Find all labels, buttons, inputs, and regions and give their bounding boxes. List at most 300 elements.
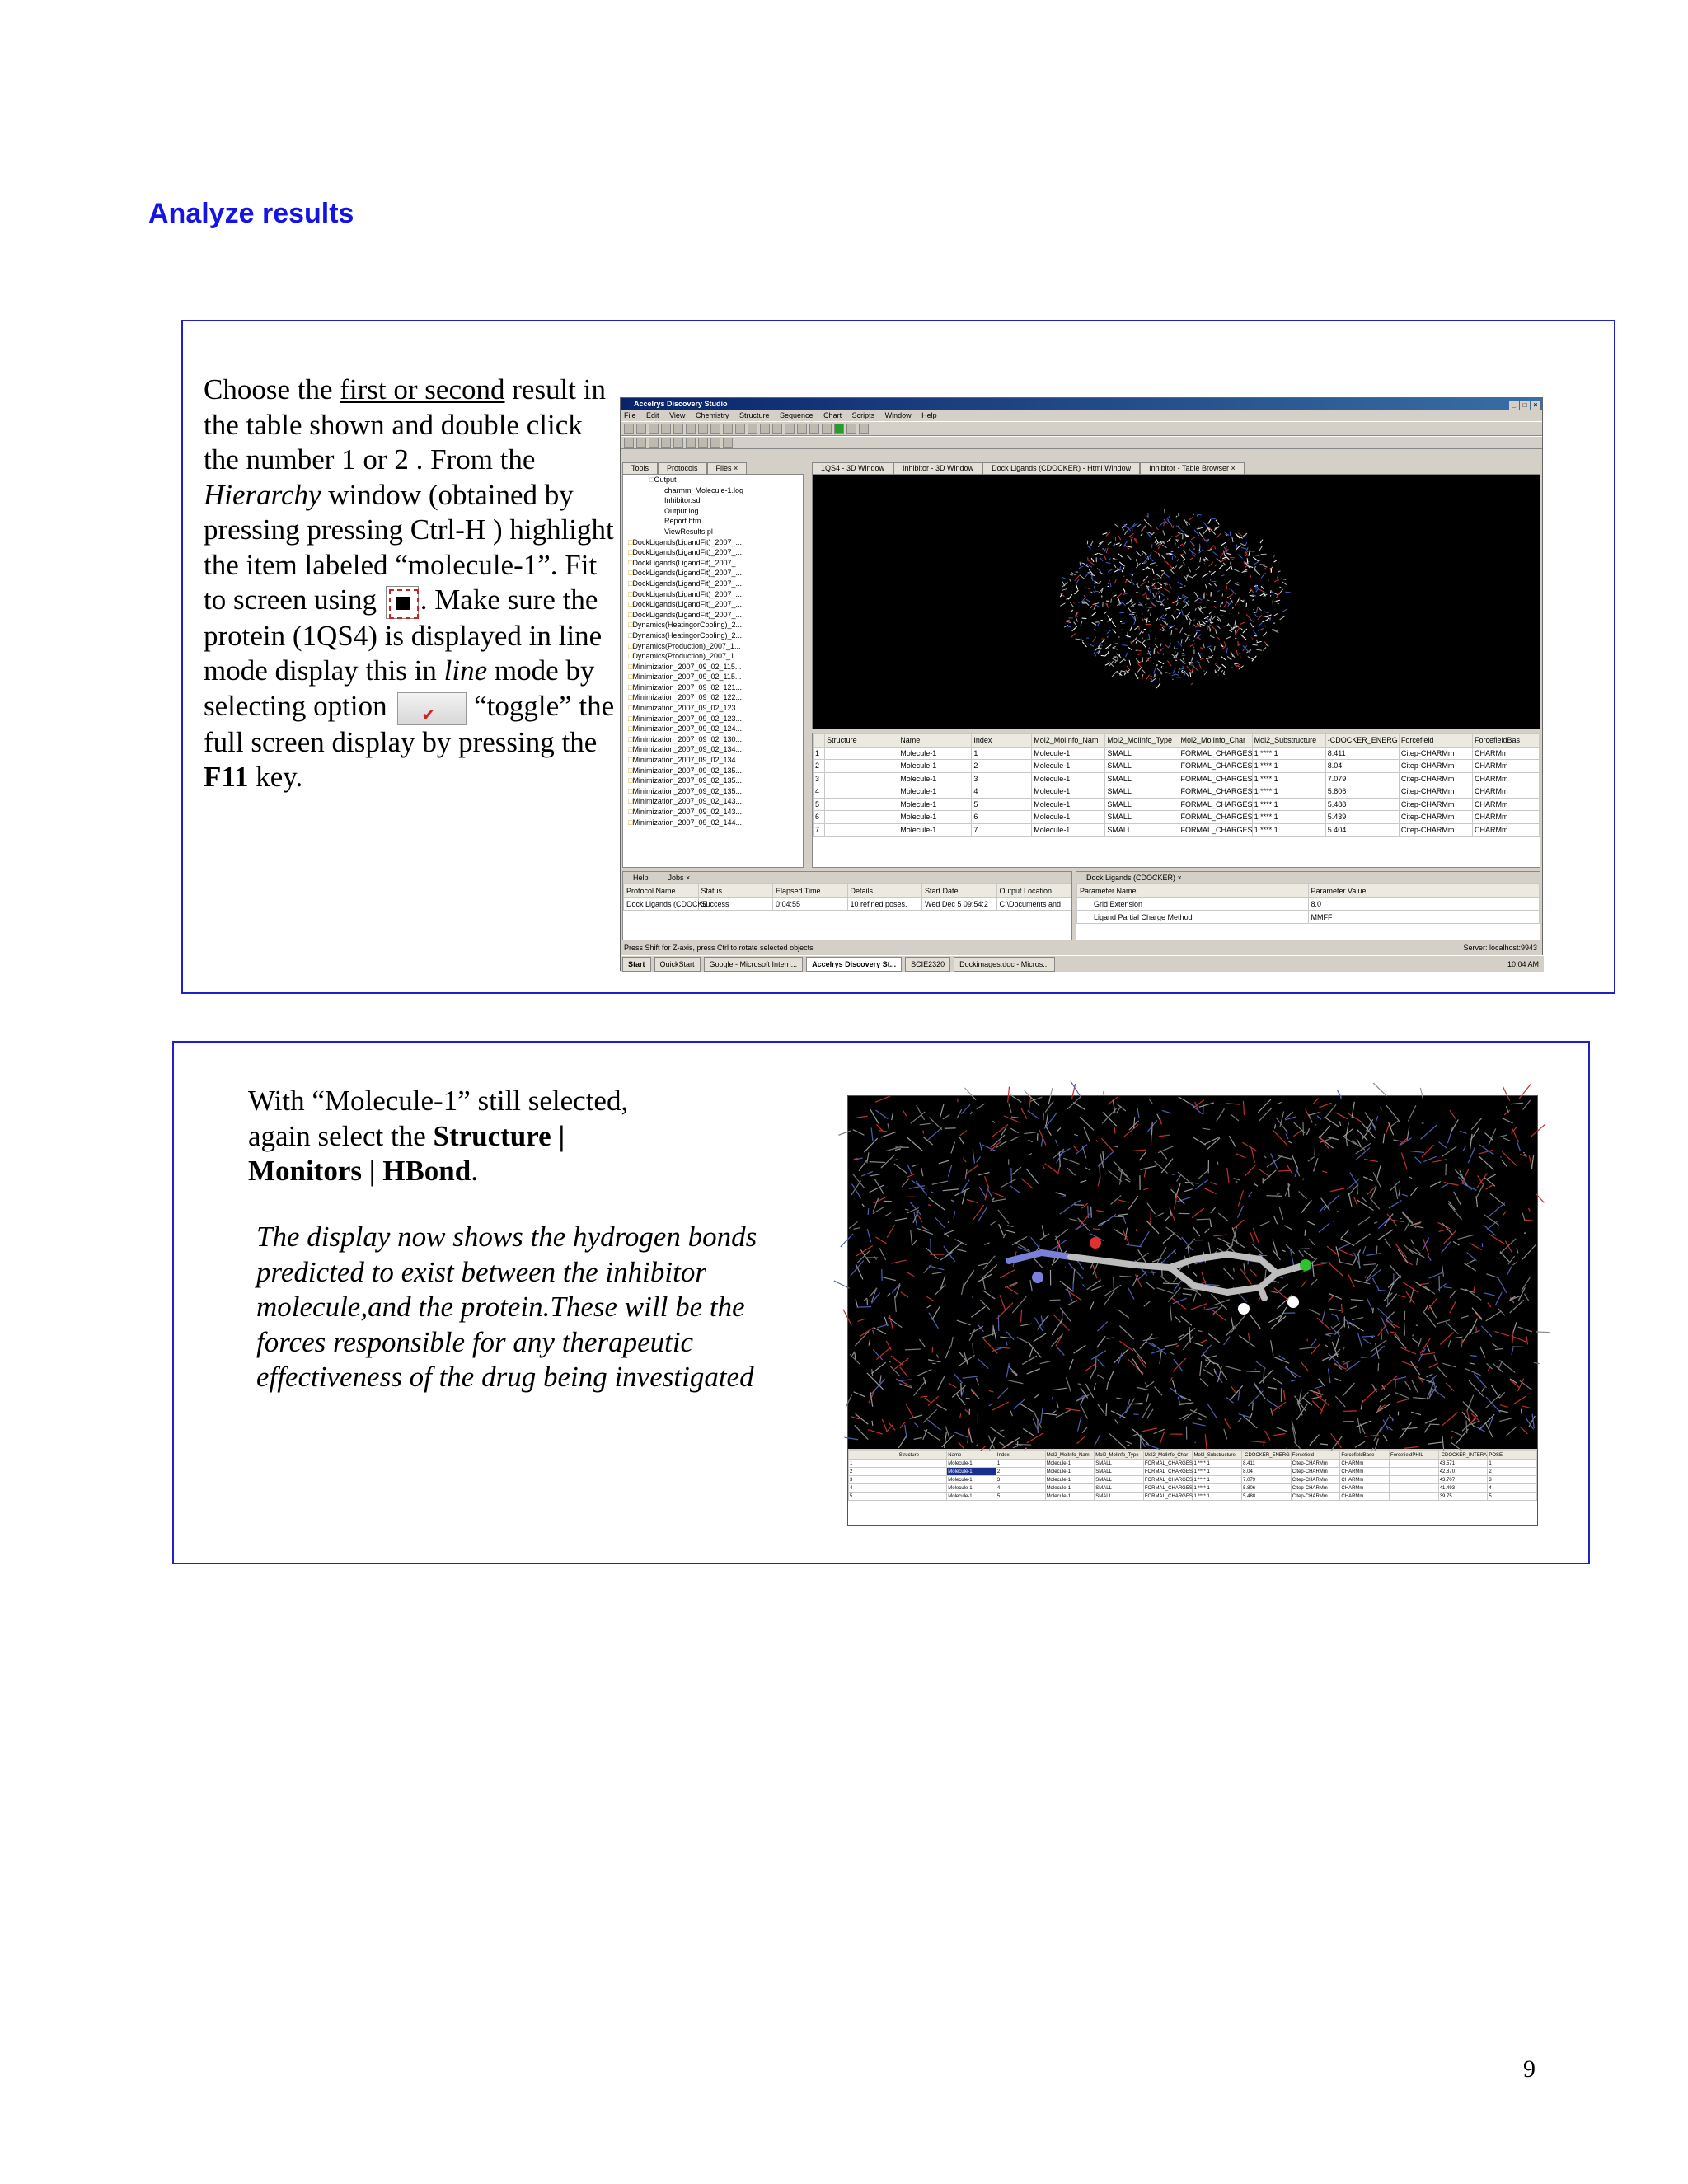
ball-icon[interactable] (698, 438, 708, 448)
table-cell: 5 (972, 798, 1032, 811)
tree-item[interactable]: □ Minimization_2007_09_02_135... (628, 776, 803, 786)
results-table[interactable] (812, 733, 1540, 868)
table-cell: Grid Extension (1077, 898, 1309, 911)
table-cell: 1 **** 1 (1252, 747, 1325, 760)
table-cell (825, 747, 898, 760)
print-icon[interactable] (661, 424, 671, 434)
tree-item[interactable]: □ Minimization_2007_09_02_124... (628, 724, 803, 734)
table-cell: Molecule-1 (1045, 1484, 1095, 1493)
table-cell (898, 1460, 947, 1468)
column-header[interactable]: Output Location (996, 884, 1071, 898)
table-cell: CHARMm (1472, 823, 1539, 837)
tree-item[interactable]: □ DockLigands(LigandFit)_2007_... (628, 568, 803, 579)
table-row[interactable] (814, 772, 1540, 785)
menu-item[interactable]: Scripts (851, 411, 875, 419)
table-cell: FORMAL_CHARGES (1144, 1493, 1193, 1499)
document-tabs (812, 462, 1245, 474)
table-cell: 5 (849, 1493, 898, 1501)
table-cell: 2 (1488, 1468, 1537, 1476)
maximize-icon[interactable]: □ (1520, 401, 1530, 410)
table-cell: 1 **** 1 (1252, 785, 1325, 799)
column-header[interactable]: Structure (898, 1451, 947, 1460)
column-header[interactable] (814, 734, 825, 748)
files-tree (622, 474, 804, 868)
table-cell: Molecule-1 (1045, 1468, 1095, 1476)
tree-item[interactable]: □ Minimization_2007_09_02_143... (628, 796, 803, 807)
param-row[interactable] (1077, 898, 1540, 911)
tab-protocols[interactable]: Protocols (658, 462, 707, 474)
table-cell: 3 (849, 1476, 898, 1484)
table-row[interactable] (814, 823, 1540, 837)
open-icon[interactable] (636, 424, 646, 434)
tree-item[interactable]: □ Minimization_2007_09_02_123... (628, 714, 803, 724)
table-cell (898, 1493, 947, 1501)
tree-item[interactable]: □ DockLigands(LigandFit)_2007_... (628, 610, 803, 621)
table-cell: FORMAL_CHARGES (1179, 785, 1252, 799)
column-header[interactable]: Structure (825, 734, 898, 748)
tab-files[interactable]: Files × (707, 462, 748, 474)
tree-item[interactable]: □ Minimization_2007_09_02_130... (628, 734, 803, 745)
table-cell: Citep-CHARMm (1399, 772, 1472, 785)
table-row[interactable] (849, 1460, 1537, 1468)
paste-icon[interactable] (723, 424, 733, 434)
table-cell: 39.75 (1438, 1493, 1488, 1501)
table-cell (1390, 1476, 1439, 1484)
table-icon[interactable] (859, 424, 869, 434)
table-cell: Citep-CHARMm (1399, 760, 1472, 773)
table-cell (1390, 1460, 1439, 1468)
column-header[interactable]: Forcefield (1291, 1451, 1340, 1460)
table-cell (825, 760, 898, 773)
table-cell: 8.411 (1325, 747, 1399, 760)
table-cell: Citep-CHARMm (1291, 1476, 1340, 1484)
table-cell: 2 (972, 760, 1032, 773)
column-header[interactable]: Forcefield (1399, 734, 1472, 748)
column-header[interactable]: Details (847, 884, 922, 898)
table-cell: Molecule-1 (1032, 798, 1105, 811)
table-row[interactable] (814, 760, 1540, 773)
column-header[interactable]: Name (947, 1451, 996, 1460)
table-cell: 5 (814, 798, 825, 811)
column-header[interactable]: Elapsed Time (773, 884, 848, 898)
table-cell: FORMAL_CHARGES (1179, 772, 1252, 785)
taskbar-button[interactable]: SCIE2320 (905, 957, 950, 972)
tab-inhibitor-3d[interactable]: Inhibitor - 3D Window (893, 462, 982, 474)
table-cell: Molecule-1 (1032, 823, 1105, 837)
tree-item[interactable]: □ Dynamics(Production)_2007_1... (628, 641, 803, 652)
column-header[interactable]: ForcefieldBas (1472, 734, 1539, 748)
table-cell: 0:04:55 (773, 898, 848, 911)
table-cell: Citep-CHARMm (1291, 1493, 1340, 1501)
left-panel-tabs (622, 462, 747, 474)
parameters-panel (1076, 871, 1540, 940)
stick-icon[interactable] (686, 438, 696, 448)
table-cell: 1 (996, 1460, 1045, 1468)
taskbar-button[interactable]: Accelrys Discovery St... (806, 957, 902, 972)
tree-item[interactable]: Inhibitor.sd (664, 496, 701, 505)
tab-tools[interactable]: Tools (622, 462, 658, 474)
table-cell: 8.411 (1242, 1460, 1292, 1468)
table-cell: 2 (996, 1468, 1045, 1476)
tree-item[interactable]: □ Minimization_2007_09_02_121... (628, 682, 803, 693)
tab-inhibitor-table[interactable]: Inhibitor - Table Browser × (1140, 462, 1245, 474)
table-cell: 5.488 (1242, 1493, 1292, 1501)
table-cell: FORMAL_CHARGES (1179, 823, 1252, 837)
step-box-2 (172, 1041, 1590, 1564)
tree-item[interactable]: □ DockLigands(LigandFit)_2007_... (628, 547, 803, 558)
tree-item[interactable]: □ DockLigands(LigandFit)_2007_... (628, 589, 803, 600)
table-cell: Molecule-1 (1032, 747, 1105, 760)
table-cell: SMALL (1095, 1468, 1144, 1476)
table-cell: 1 **** 1 (1193, 1460, 1242, 1468)
table-cell: Molecule-1 (898, 811, 972, 824)
table-cell: SMALL (1105, 747, 1179, 760)
toggle-option-icon (397, 692, 467, 725)
column-header[interactable]: Parameter Value (1308, 884, 1540, 898)
table-row[interactable] (849, 1493, 1537, 1501)
tree-item[interactable]: □ DockLigands(LigandFit)_2007_... (628, 537, 803, 548)
param-row[interactable] (1077, 911, 1540, 924)
table-cell: 7 (814, 823, 825, 837)
table-cell: 3 (972, 772, 1032, 785)
select-icon[interactable] (735, 424, 745, 434)
tree-item[interactable]: □ Output (628, 475, 803, 485)
taskbar-button[interactable]: Dockimages.doc - Micros... (954, 957, 1055, 972)
table-cell: 2 (814, 760, 825, 773)
minimize-icon[interactable]: _ (1509, 401, 1519, 410)
taskbar-button[interactable]: QuickStart (654, 957, 701, 972)
column-header[interactable]: Mol2_MolInfo_Type (1095, 1451, 1144, 1460)
menu-item[interactable]: Structure (738, 411, 770, 419)
tab-jobs[interactable]: Jobs × (668, 874, 691, 882)
table-cell: 41.493 (1438, 1484, 1488, 1493)
column-header[interactable]: Mol2_MolInfo_Char (1179, 734, 1252, 748)
table-cell (825, 772, 898, 785)
column-header[interactable]: Index (972, 734, 1032, 748)
column-header[interactable]: Mol2_MolInfo_Type (1105, 734, 1179, 748)
cpk-icon[interactable] (710, 438, 720, 448)
table-cell: 43.707 (1438, 1476, 1488, 1484)
menu-item[interactable]: Chemistry (695, 411, 729, 419)
fit-to-screen-icon (386, 586, 419, 619)
column-header[interactable]: Index (996, 1451, 1045, 1460)
zoom-icon[interactable] (772, 424, 782, 434)
tree-item[interactable]: □ Minimization_2007_09_02_115... (628, 662, 803, 673)
tab-dock-ligands[interactable]: Dock Ligands (CDOCKER) × (1086, 874, 1182, 882)
ribbon-icon[interactable] (723, 438, 733, 448)
hbond-render (848, 1096, 1537, 1449)
back-icon[interactable] (636, 438, 646, 448)
table-cell: SMALL (1105, 772, 1179, 785)
fit-icon[interactable] (785, 424, 795, 434)
column-header[interactable]: Start Date (922, 884, 997, 898)
table-cell: CHARMm (1472, 747, 1539, 760)
tab-help[interactable]: Help (633, 874, 649, 882)
table-row[interactable] (849, 1476, 1537, 1484)
column-header[interactable] (849, 1451, 898, 1460)
table-cell: SMALL (1095, 1484, 1144, 1493)
table-cell: 5.806 (1325, 785, 1399, 799)
table-cell: SMALL (1095, 1476, 1144, 1484)
table-cell: FORMAL_CHARGES (1144, 1485, 1193, 1491)
step2-explanation: The display now shows the hydrogen bonds predicted to exist between the inhibitor molecule,and the protein.These will be the forces responsible for any therapeutic effectiveness of the drug being investigated (256, 1221, 757, 1393)
table-cell: Molecule-1 (947, 1468, 996, 1476)
discovery-studio-screenshot (620, 397, 1543, 971)
step2-instructions: With “Molecule-1” still selected, again select the Structure | Monitors | HBond. (248, 1085, 629, 1187)
tree-item[interactable]: □ DockLigands(LigandFit)_2007_... (628, 558, 803, 569)
table-cell: FORMAL_CHARGES (1144, 1477, 1193, 1483)
table-cell: Citep-CHARMm (1399, 811, 1472, 824)
table-cell: CHARMm (1472, 798, 1539, 811)
table-cell: 1 **** 1 (1252, 798, 1325, 811)
system-clock: 10:04 AM (1507, 959, 1539, 968)
tree-item[interactable]: charmm_Molecule-1.log (664, 485, 744, 494)
table-cell: 1 (1488, 1460, 1537, 1468)
tree-item[interactable]: Report.htm (664, 517, 701, 526)
table-cell: 1 **** 1 (1252, 772, 1325, 785)
table-cell: CHARMm (1340, 1493, 1390, 1501)
angle-icon[interactable] (822, 424, 832, 434)
table-cell: Molecule-1 (947, 1476, 996, 1484)
table-cell: 7.079 (1325, 772, 1399, 785)
line-icon[interactable] (673, 438, 683, 448)
table-cell: 1 (849, 1460, 898, 1468)
start-button[interactable]: Start (622, 957, 651, 972)
table-cell: Success (698, 898, 773, 911)
step-box-1 (181, 320, 1615, 994)
column-header[interactable]: Mol2_MolInfo_Nam (1032, 734, 1105, 748)
table-cell (898, 1468, 947, 1476)
column-header[interactable]: Mol2_MolInfo_Nam (1045, 1451, 1095, 1460)
table-cell: Molecule-1 (898, 823, 972, 837)
tree-item[interactable]: □ Minimization_2007_09_02_134... (628, 755, 803, 766)
menu-item[interactable]: Window (884, 411, 912, 419)
table-cell: 8.0 (1308, 898, 1540, 911)
close-icon[interactable]: × (1531, 401, 1540, 410)
table-cell: FORMAL_CHARGES (1179, 811, 1252, 824)
table-cell: 1 **** 1 (1193, 1484, 1242, 1493)
table-row[interactable] (849, 1484, 1537, 1493)
table-cell: Molecule-1 (1032, 785, 1105, 799)
job-row[interactable] (624, 898, 1071, 911)
column-header[interactable]: Name (898, 734, 972, 748)
table-cell (825, 798, 898, 811)
table-cell: 5.439 (1325, 811, 1399, 824)
column-header[interactable]: Mol2_Substructure (1193, 1451, 1242, 1460)
table-cell: Molecule-1 (1045, 1493, 1095, 1501)
table-cell: Citep-CHARMm (1291, 1460, 1340, 1468)
table-cell (825, 811, 898, 824)
rotate-icon[interactable] (748, 424, 757, 434)
column-header[interactable]: POSE (1488, 1451, 1537, 1460)
table-cell: Molecule-1 (898, 772, 972, 785)
table-cell: Molecule-1 (898, 747, 972, 760)
table-cell: Molecule-1 (1045, 1460, 1095, 1468)
tree-item[interactable]: □ Minimization_2007_09_02_134... (628, 744, 803, 755)
tree-item[interactable]: □ Minimization_2007_09_02_144... (628, 818, 803, 828)
redo-icon[interactable] (686, 424, 696, 434)
center-icon[interactable] (797, 424, 807, 434)
hbond-3d-view[interactable] (848, 1096, 1537, 1449)
save-icon[interactable] (649, 424, 659, 434)
table-cell (898, 1484, 947, 1493)
menu-item[interactable]: File (624, 411, 636, 419)
tree-item[interactable]: □ Dynamics(HeatingorCooling)_2... (628, 630, 803, 641)
column-header[interactable]: Protocol Name (624, 884, 699, 898)
table-cell: 1 **** 1 (1252, 811, 1325, 824)
table-cell (898, 1476, 947, 1484)
table-cell: 1 **** 1 (1252, 823, 1325, 837)
table-cell: Molecule-1 (1032, 811, 1105, 824)
protein-3d-view[interactable] (812, 474, 1540, 729)
tree-item[interactable]: □ Minimization_2007_09_02_135... (628, 766, 803, 776)
tab-1qs4-3d[interactable]: 1QS4 - 3D Window (812, 462, 893, 474)
table-row[interactable] (814, 747, 1540, 760)
column-header[interactable]: -CDOCKER_ENERG (1243, 1452, 1290, 1458)
table-cell: 3 (996, 1476, 1045, 1484)
table-cell: CHARMm (1340, 1468, 1390, 1476)
protein-wireframe (813, 475, 1541, 730)
table-cell: 43.571 (1438, 1460, 1488, 1468)
table-cell: Molecule-1 (947, 1460, 996, 1468)
window-titlebar: Accelrys Discovery Studio _ □ × (621, 398, 1542, 410)
table-cell: CHARMm (1472, 785, 1539, 799)
table-cell: SMALL (1105, 798, 1179, 811)
undo-icon[interactable] (673, 424, 683, 434)
table-cell: Wed Dec 5 09:54:2 (922, 898, 997, 911)
table-cell: 2 (849, 1468, 898, 1476)
tree-item[interactable]: ViewResults.pl (664, 527, 713, 536)
main-toolbar (621, 421, 1542, 436)
table-cell: 4 (972, 785, 1032, 799)
tree-item[interactable]: □ Dynamics(HeatingorCooling)_2... (628, 620, 803, 630)
new-icon[interactable] (624, 424, 634, 434)
copy-icon[interactable] (710, 424, 720, 434)
table-cell: CHARMm (1340, 1484, 1390, 1493)
column-header[interactable]: Parameter Name (1077, 884, 1309, 898)
table-cell: Molecule-1 (898, 798, 972, 811)
table-cell: Citep-CHARMm (1291, 1468, 1340, 1476)
column-header[interactable]: ForcefieldBase (1340, 1451, 1390, 1460)
tree-item[interactable]: □ DockLigands(LigandFit)_2007_... (628, 579, 803, 589)
table-cell (1390, 1493, 1439, 1501)
table-cell (825, 785, 898, 799)
menu-item[interactable]: Chart (823, 411, 842, 419)
tree-item[interactable]: □ Minimization_2007_09_02_123... (628, 703, 803, 714)
menu-item[interactable]: Sequence (780, 411, 814, 419)
column-header[interactable]: ForcefieldPHIL (1390, 1451, 1439, 1460)
windows-taskbar (621, 955, 1544, 972)
measure-icon[interactable] (809, 424, 819, 434)
forward-icon[interactable] (649, 438, 659, 448)
table-cell: 1 **** 1 (1252, 760, 1325, 773)
table-cell: CHARMm (1472, 772, 1539, 785)
table-cell: MMFF (1308, 911, 1540, 924)
table-cell: SMALL (1105, 785, 1179, 799)
page-number: 9 (1523, 2055, 1536, 2083)
column-header[interactable]: Status (698, 884, 773, 898)
column-header[interactable]: Mol2_MolInfo_Char (1143, 1451, 1193, 1460)
table-cell: Molecule-1 (1045, 1476, 1095, 1484)
status-bar: Press Shift for Z-axis, press Ctrl to rotate selected objects Server: localhost:9943 (624, 944, 1537, 952)
menu-item[interactable]: Help (921, 411, 937, 419)
column-header[interactable]: -CDOCKER_INTERA (1439, 1452, 1488, 1458)
translate-icon[interactable] (760, 424, 770, 434)
table-cell: Citep-CHARMm (1291, 1484, 1340, 1493)
tree-item[interactable]: □ DockLigands(LigandFit)_2007_... (628, 599, 803, 610)
table-cell: 5.404 (1325, 823, 1399, 837)
table-row[interactable] (814, 785, 1540, 799)
tree-item[interactable]: □ Minimization_2007_09_02_135... (628, 786, 803, 797)
table-cell: SMALL (1105, 811, 1179, 824)
menu-item[interactable]: View (669, 411, 686, 419)
tree-item[interactable]: □ Minimization_2007_09_02_115... (628, 672, 803, 682)
stop-icon[interactable] (846, 424, 856, 434)
table-cell: FORMAL_CHARGES (1179, 747, 1252, 760)
table-row[interactable] (814, 811, 1540, 824)
tab-dock-ligands-html[interactable]: Dock Ligands (CDOCKER) - Html Window (982, 462, 1140, 474)
table-cell: 1 **** 1 (1193, 1476, 1242, 1484)
tree-item[interactable]: □ Minimization_2007_09_02_143... (628, 807, 803, 818)
table-cell: 3 (814, 772, 825, 785)
column-header[interactable]: Mol2_Substructure (1252, 734, 1325, 748)
results-table-small[interactable] (848, 1451, 1537, 1525)
column-header[interactable]: -CDOCKER_ENERG (1325, 734, 1399, 748)
tree-item[interactable]: □ Minimization_2007_09_02_122... (628, 692, 803, 703)
secondary-toolbar (621, 436, 1542, 449)
style-icon[interactable] (624, 438, 634, 448)
table-cell: 42.870 (1438, 1468, 1488, 1476)
tree-item[interactable]: Output.log (664, 506, 699, 515)
table-cell: 8.04 (1242, 1468, 1292, 1476)
table-cell: Molecule-1 (898, 760, 972, 773)
table-cell: CHARMm (1340, 1460, 1390, 1468)
tree-item[interactable]: □ Dynamics(Production)_2007_1... (628, 651, 803, 662)
table-cell: SMALL (1095, 1493, 1144, 1501)
taskbar-button[interactable]: Google - Microsoft Intern... (704, 957, 804, 972)
table-cell: 3 (1488, 1476, 1537, 1484)
table-cell: Citep-CHARMm (1399, 747, 1472, 760)
table-row[interactable] (849, 1468, 1537, 1476)
table-cell (1390, 1484, 1439, 1493)
menu-bar (621, 410, 1542, 421)
up-icon[interactable] (661, 438, 671, 448)
table-cell: 4 (814, 785, 825, 799)
table-row[interactable] (814, 798, 1540, 811)
table-cell: Molecule-1 (1032, 772, 1105, 785)
table-cell: 5.488 (1325, 798, 1399, 811)
table-cell: 4 (1488, 1484, 1537, 1493)
table-cell: Molecule-1 (1032, 760, 1105, 773)
table-cell: 1 (814, 747, 825, 760)
table-cell: 1 (972, 747, 1032, 760)
table-cell: Dock Ligands (CDOCKE (624, 898, 699, 911)
jobs-panel (622, 871, 1072, 940)
run-icon[interactable] (834, 424, 844, 434)
table-cell (825, 823, 898, 837)
cut-icon[interactable] (698, 424, 708, 434)
table-cell: C:\Documents and (996, 898, 1071, 911)
step1-instructions: Choose the first or second result in the table shown and double click the number 1 or 2 . From the Hierarchy window (obtained by pressing pressing Ctrl-H ) highlight the item labeled “molecule-1”. Fit to screen using . Make sure the protein (1QS4) is displayed in line mode display this in line mode by selecting option ✔ “toggle” the full screen display by pressing the F11 key. (204, 373, 616, 795)
table-cell: 7 (972, 823, 1032, 837)
table-cell: Citep-CHARMm (1399, 823, 1472, 837)
table-cell: SMALL (1105, 760, 1179, 773)
table-cell: FORMAL_CHARGES (1144, 1469, 1193, 1474)
section-heading: Analyze results (148, 198, 354, 229)
table-cell: 10 refined poses. (847, 898, 922, 911)
table-cell: CHARMm (1340, 1476, 1390, 1484)
menu-item[interactable]: Edit (646, 411, 659, 419)
